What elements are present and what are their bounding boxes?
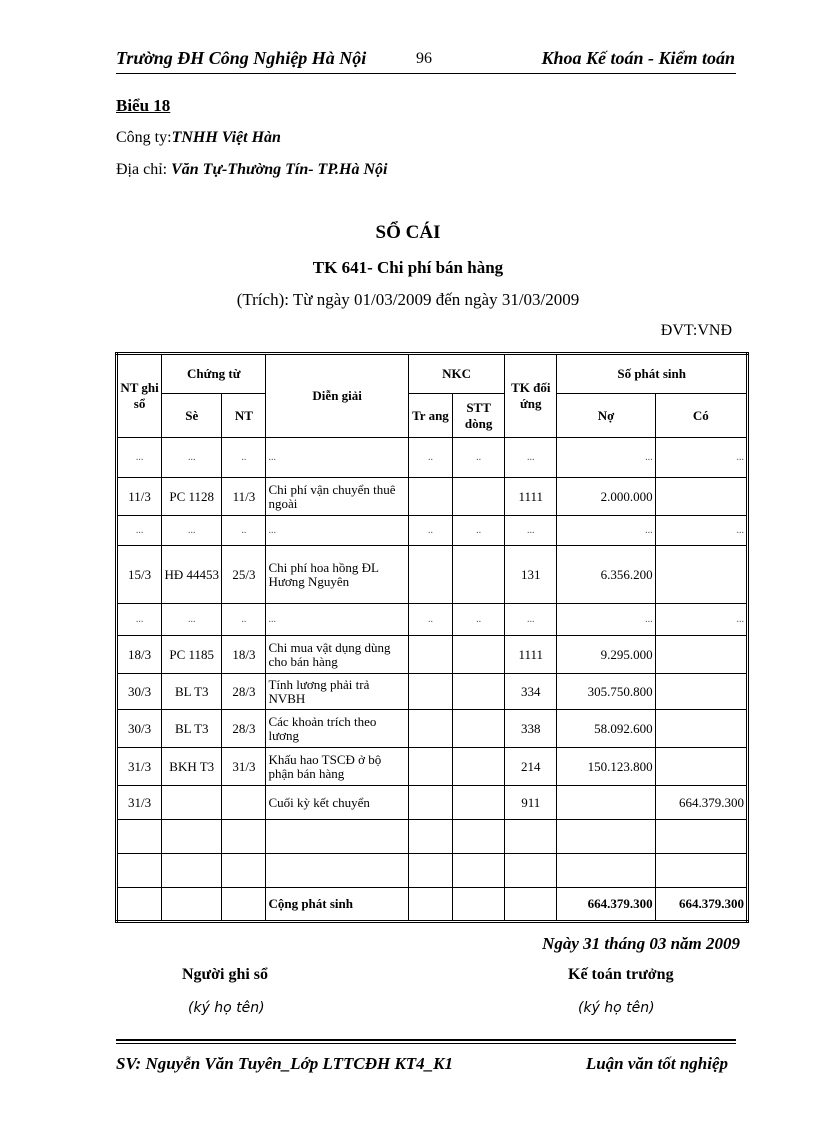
cell-tk: ... (505, 516, 557, 546)
header-department: Khoa Kế toán - Kiểm toán (541, 48, 735, 68)
cell-co (655, 478, 747, 516)
cell-so: ... (162, 438, 222, 478)
signature-left-title: Người ghi sổ (182, 966, 269, 983)
cell-nt: ... (117, 604, 162, 636)
cell-nt-ct: 31/3 (222, 748, 266, 786)
cell-stt (453, 478, 505, 516)
cell-desc: Các khoản trích theo lương (266, 710, 408, 748)
cell-desc: Khấu hao TSCĐ ở bộ phận bán hàng (266, 748, 408, 786)
col-tk-doi-ung: TK đối ứng (505, 354, 557, 438)
total-row (117, 888, 748, 922)
cell-desc (266, 820, 408, 854)
cell-so: BL T3 (162, 674, 222, 710)
col-trang: Tr ang (408, 394, 452, 438)
cell-trang (408, 854, 452, 888)
cell-stt (453, 748, 505, 786)
cell-co (655, 748, 747, 786)
cell-co: ... (655, 438, 747, 478)
cell-no: 9.295.000 (557, 636, 655, 674)
cell-nt (117, 854, 162, 888)
signature-left-sub: (ký họ tên) (188, 1000, 265, 1016)
cell-stt: .. (453, 604, 505, 636)
cell-nt (117, 820, 162, 854)
cell-so: HĐ 44453 (162, 546, 222, 604)
cell-nt-ct (222, 820, 266, 854)
cell-no: ... (557, 438, 655, 478)
signature-right-title: Kế toán trưởng (568, 966, 674, 983)
cell-nt-ct: 11/3 (222, 478, 266, 516)
cell-no: 2.000.000 (557, 478, 655, 516)
cell-trang (408, 786, 452, 820)
cell-co (655, 636, 747, 674)
cell-tk: ... (505, 438, 557, 478)
cell-desc: ... (266, 604, 408, 636)
cell-nt-ct (222, 786, 266, 820)
cell-tk: 911 (505, 786, 557, 820)
cell-nt: 30/3 (117, 710, 162, 748)
cell-trang (408, 748, 452, 786)
cell-nt-ct: 18/3 (222, 636, 266, 674)
header-rule (116, 73, 736, 74)
cell-stt (453, 636, 505, 674)
cell-nt: 31/3 (117, 748, 162, 786)
cell-tk: 131 (505, 546, 557, 604)
period: (Trích): Từ ngày 01/03/2009 đến ngày 31/03/2009 (236, 290, 580, 309)
cell-nt: ... (117, 438, 162, 478)
col-so-phat-sinh: Số phát sinh (557, 354, 748, 394)
cell-desc: Chi phí hoa hồng ĐL Hương Nguyên (266, 546, 408, 604)
cell-co (655, 820, 747, 854)
address-label: Địa chỉ: (116, 161, 172, 178)
cell-so (162, 820, 222, 854)
cell-trang: .. (408, 438, 452, 478)
form-label: Biểu 18 (116, 96, 171, 115)
company-value: TNHH Việt Hàn (171, 129, 281, 146)
page-subtitle: TK 641- Chi phí bán hàng (312, 258, 504, 277)
footer-rule-1 (116, 1039, 736, 1041)
cell-desc: Chi mua vật dụng dùng cho bán hàng (266, 636, 408, 674)
cell-nt-ct: .. (222, 604, 266, 636)
col-stt-dong: STT dòng (453, 394, 505, 438)
header-page-number: 96 (416, 50, 432, 67)
cell-so: BKH T3 (162, 748, 222, 786)
cell-co: ... (655, 604, 747, 636)
table-row (117, 786, 748, 820)
cell-no: 6.356.200 (557, 546, 655, 604)
cell-stt: .. (453, 438, 505, 478)
cell-no (557, 854, 655, 888)
cell-nt: 15/3 (117, 546, 162, 604)
col-nkc: NKC (408, 354, 504, 394)
cell-tk (505, 854, 557, 888)
cell-stt: .. (453, 516, 505, 546)
cell-nt-ct (222, 854, 266, 888)
cell-nt-ct: 28/3 (222, 674, 266, 710)
ledger-table (115, 352, 749, 923)
cell-trang (408, 546, 452, 604)
cell-stt (453, 820, 505, 854)
cell-so: PC 1185 (162, 636, 222, 674)
cell-tk: 1111 (505, 636, 557, 674)
total-no: 664.379.300 (557, 888, 655, 922)
cell-tk: ... (505, 604, 557, 636)
header-school: Trường ĐH Công Nghiệp Hà Nội (116, 48, 367, 68)
unit-label: ĐVT:VNĐ (660, 322, 732, 339)
table-row (117, 674, 748, 710)
footer-doc-type: Luận văn tốt nghiệp (585, 1054, 728, 1073)
cell-desc: Chi phí vận chuyển thuê ngoài (266, 478, 408, 516)
col-so: Sè (162, 394, 222, 438)
cell-no (557, 786, 655, 820)
cell-no: ... (557, 604, 655, 636)
page-title: SỔ CÁI (375, 222, 441, 243)
address-value: Văn Tự-Thường Tín- TP.Hà Nội (171, 161, 388, 178)
table-row (117, 748, 748, 786)
col-no: Nợ (557, 394, 655, 438)
table-row (117, 636, 748, 674)
cell-desc: ... (266, 516, 408, 546)
table-row (117, 546, 748, 604)
address-line (116, 161, 387, 179)
cell-trang: .. (408, 516, 452, 546)
table-row (117, 604, 748, 636)
cell-tk (505, 820, 557, 854)
cell-stt (453, 546, 505, 604)
table-row (117, 438, 748, 478)
cell-so: ... (162, 604, 222, 636)
cell-stt (453, 674, 505, 710)
footer-rule-2 (116, 1043, 736, 1044)
cell-desc (266, 854, 408, 888)
cell-trang: .. (408, 604, 452, 636)
cell-trang (408, 478, 452, 516)
cell-desc: Tính lương phải trả NVBH (266, 674, 408, 710)
cell-no: 150.123.800 (557, 748, 655, 786)
col-nt: NT (222, 394, 266, 438)
cell-no: 58.092.600 (557, 710, 655, 748)
cell-co (655, 546, 747, 604)
cell-nt-ct: 25/3 (222, 546, 266, 604)
cell-co: ... (655, 516, 747, 546)
cell-nt: 11/3 (117, 478, 162, 516)
cell-so (162, 854, 222, 888)
table-row (117, 516, 748, 546)
company-label: Công ty: (116, 129, 172, 146)
cell-so: ... (162, 516, 222, 546)
cell-no (557, 820, 655, 854)
cell-tk: 338 (505, 710, 557, 748)
cell-co (655, 854, 747, 888)
cell-stt (453, 710, 505, 748)
table-row (117, 478, 748, 516)
cell-nt-ct: .. (222, 516, 266, 546)
cell-nt-ct: 28/3 (222, 710, 266, 748)
date-line: Ngày 31 tháng 03 năm 2009 (542, 934, 740, 953)
col-chung-tu: Chứng từ (162, 354, 266, 394)
company-line (116, 129, 281, 147)
cell-nt: ... (117, 516, 162, 546)
col-nt-ghi-so: NT ghi sổ (117, 354, 162, 438)
cell-co (655, 674, 747, 710)
total-label: Cộng phát sinh (266, 888, 408, 922)
cell-trang (408, 674, 452, 710)
cell-stt (453, 786, 505, 820)
cell-no: ... (557, 516, 655, 546)
cell-tk: 334 (505, 674, 557, 710)
cell-nt: 18/3 (117, 636, 162, 674)
footer-student: SV: Nguyễn Văn Tuyên_Lớp LTTCĐH KT4_K1 (116, 1054, 454, 1073)
cell-co: 664.379.300 (655, 786, 747, 820)
cell-trang (408, 820, 452, 854)
cell-desc: Cuối kỳ kết chuyển (266, 786, 408, 820)
cell-tk: 1111 (505, 478, 557, 516)
cell-nt: 30/3 (117, 674, 162, 710)
cell-trang (408, 710, 452, 748)
cell-trang (408, 636, 452, 674)
signature-right-sub: (ký họ tên) (578, 1000, 655, 1016)
cell-stt (453, 854, 505, 888)
cell-so: BL T3 (162, 710, 222, 748)
cell-nt: 31/3 (117, 786, 162, 820)
cell-nt-ct: .. (222, 438, 266, 478)
table-row (117, 710, 748, 748)
cell-so: PC 1128 (162, 478, 222, 516)
col-dien-giai: Diễn giải (266, 354, 408, 438)
total-co: 664.379.300 (655, 888, 747, 922)
cell-no: 305.750.800 (557, 674, 655, 710)
cell-so (162, 786, 222, 820)
table-row (117, 854, 748, 888)
table-row (117, 820, 748, 854)
cell-tk: 214 (505, 748, 557, 786)
cell-desc: ... (266, 438, 408, 478)
cell-co (655, 710, 747, 748)
col-co: Có (655, 394, 747, 438)
